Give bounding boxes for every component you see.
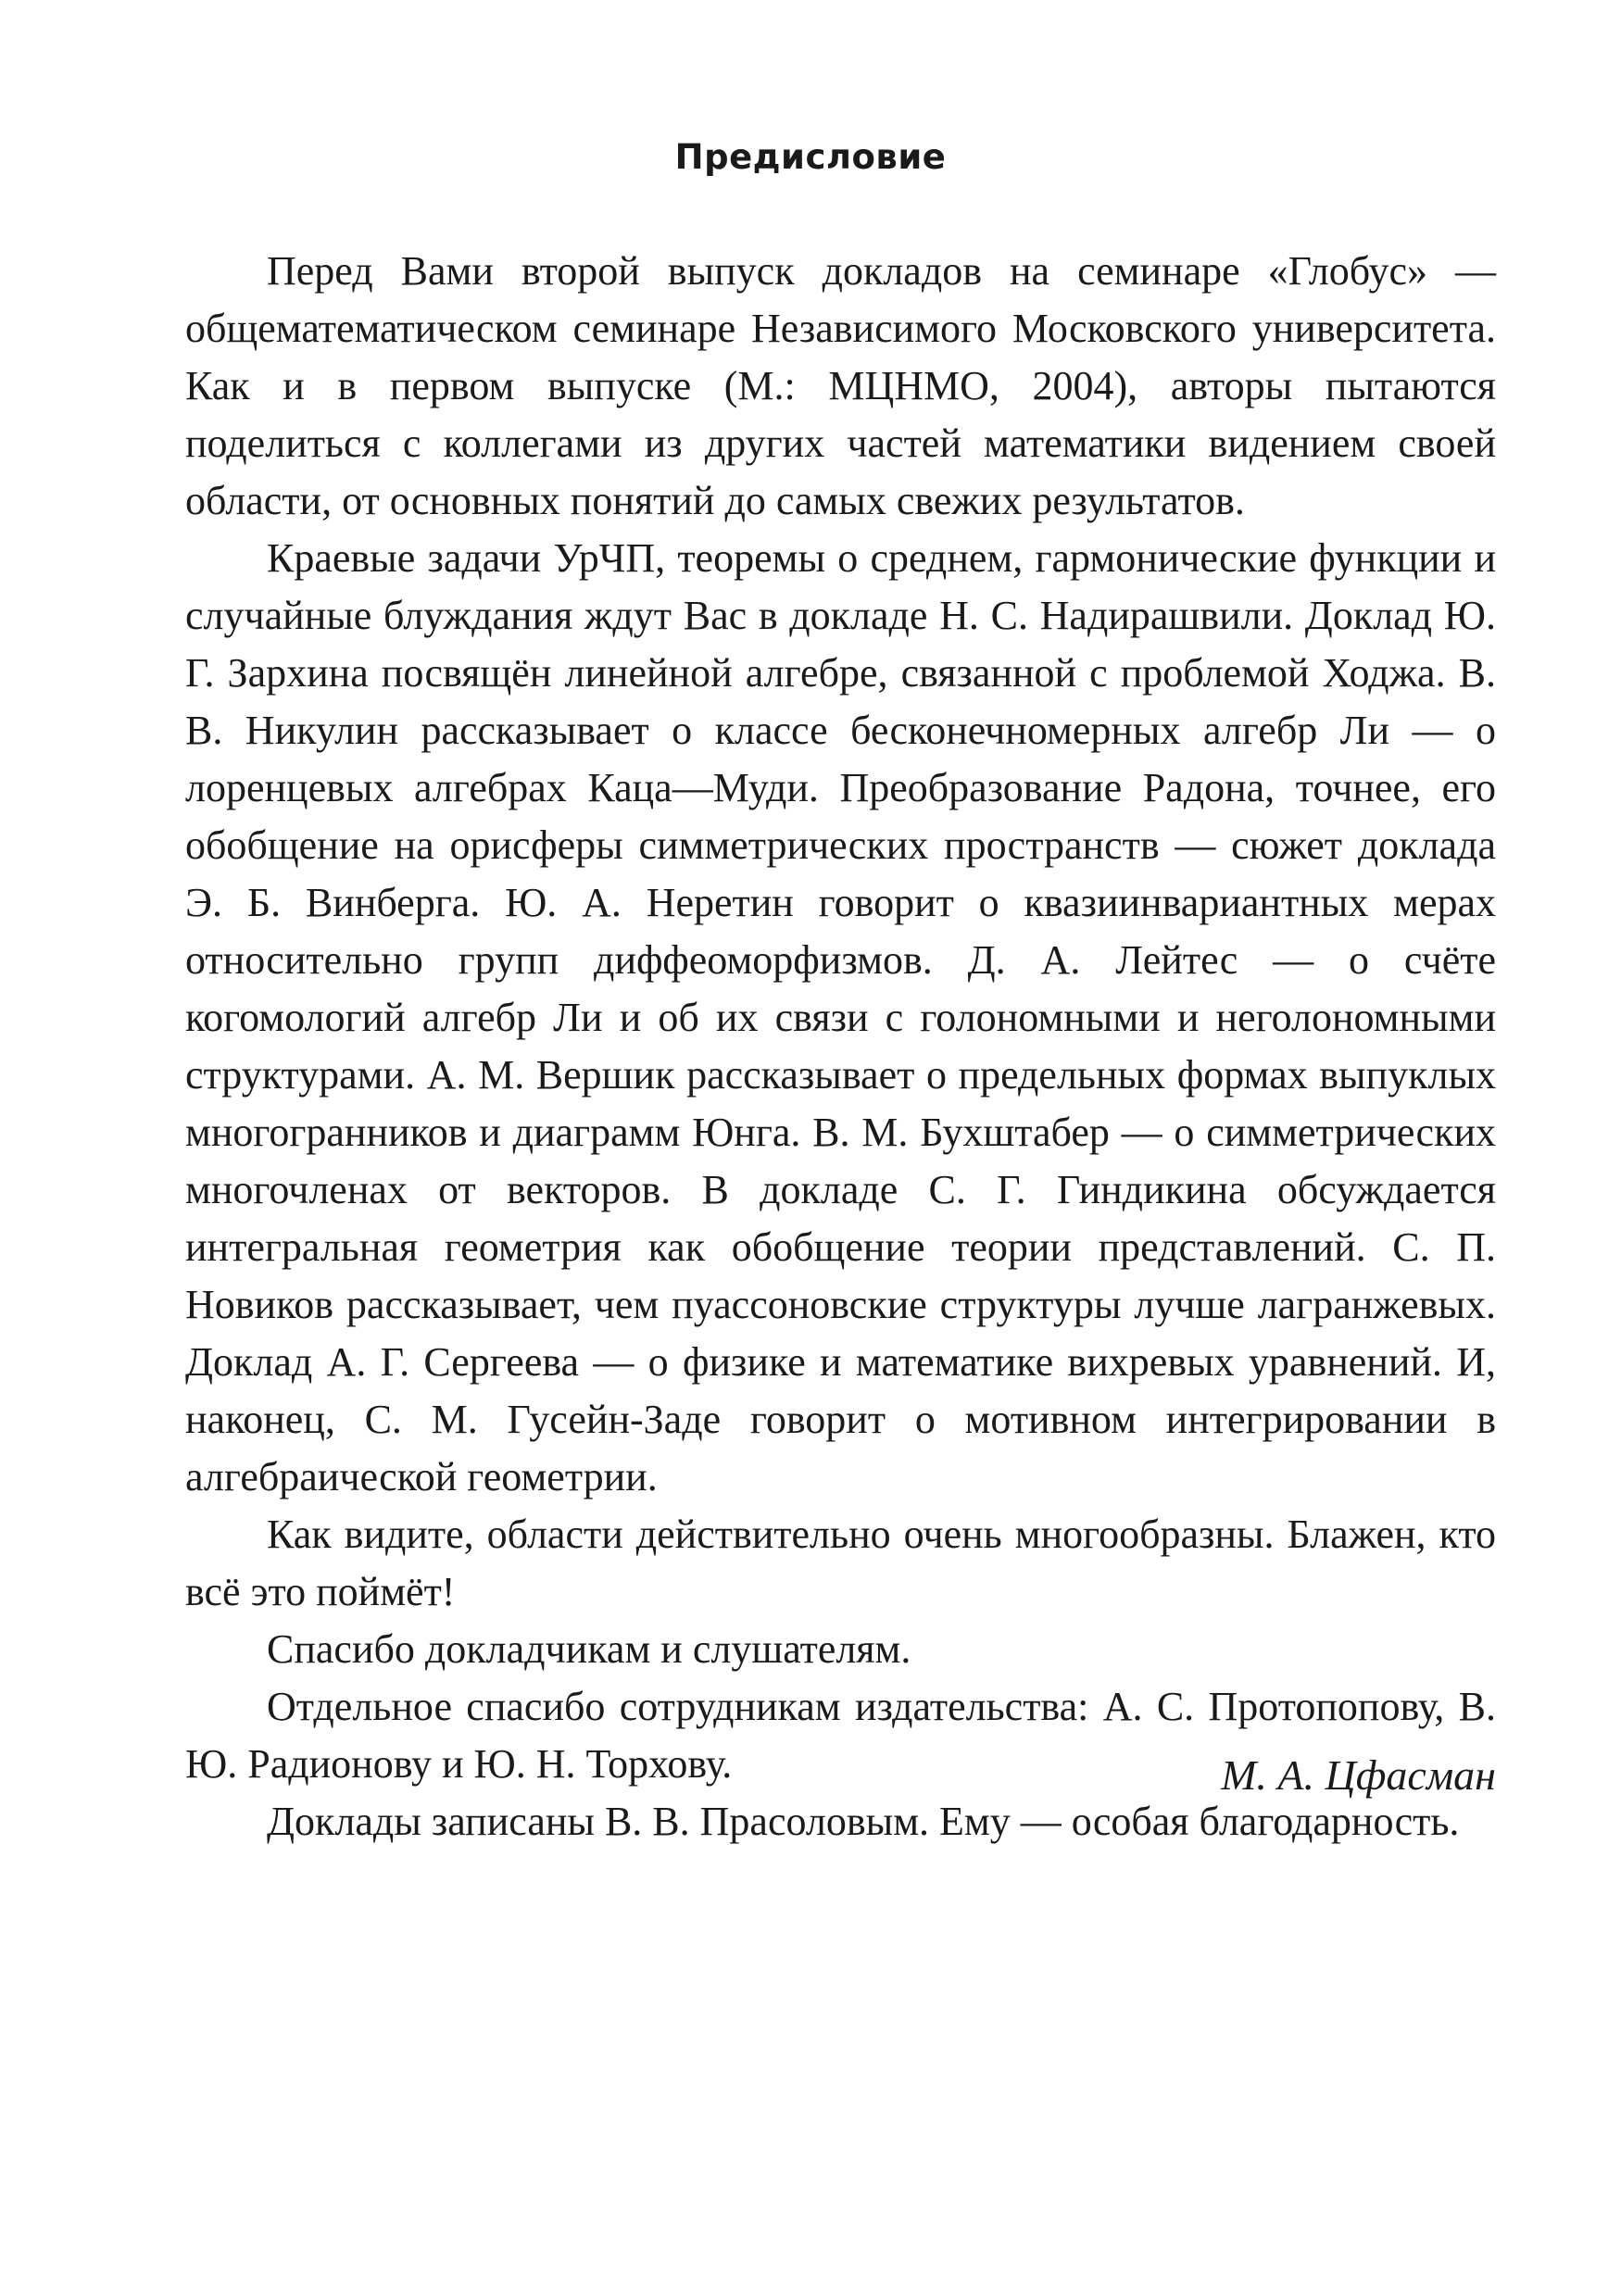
paragraph-intro: Перед Вами второй выпуск докладов на семинаре «Глобус» — общематематическом семинаре Независимого Московского университета. Как и в первом выпуске (М.: МЦНМО, 2004), авторы пытаются поделиться с коллегами из других частей математики видением своей области, от основных понятий до самых свежих результатов. xyxy=(185,248,1496,523)
paragraph-thanks-publishers: Отдельное спасибо сотрудникам издательства: А. С. Протопопову, В. Ю. Радионову и Ю. Н. Торхову. xyxy=(185,1684,1496,1787)
page-title: Предисловие xyxy=(674,137,947,177)
paragraph-thanks-speakers: Спасибо докладчикам и слушателям. xyxy=(267,1626,911,1672)
preface-body xyxy=(185,243,1496,1851)
author-signature: М. А. Цфасман xyxy=(1221,1751,1496,1799)
paragraph-diversity: Как видите, области действительно очень многообразны. Блажен, кто всё это поймёт! xyxy=(185,1512,1496,1614)
paragraph-thanks-recorder: Доклады записаны В. В. Прасоловым. Ему — особая благодарность. xyxy=(267,1799,1460,1844)
paragraph-talks-overview: Краевые задачи УрЧП, теоремы о среднем, гармонические функции и случайные блуждания ждут Вас в докладе Н. С. Надирашвили. Доклад Ю. Г. Зархина посвящён линейной алгебре, связанной с проблемой Ходжа. В. В. Никулин рассказывает о классе бесконечномерных алгебр Ли — о лоренцевых алгебрах Каца—Муди. Преобразование Радона, точнее, его обобщение на орисферы симметрических пространств — сюжет доклада Э. Б. Винберга. Ю. А. Неретин говорит о квазиинвариантных мерах относительно групп диффеоморфизмов. Д. А. Лейтес — о счёте когомологий алгебр Ли и об их связи с голономными и неголономными структурами. А. М. Вершик рассказывает о предельных формах выпуклых многогранников и диаграмм Юнга. В. М. Бухштабер — о симметрических многочленах от векторов. В докладе С. Г. Гиндикина обсуждается интегральная геометрия как обобщение теории представлений. С. П. Новиков рассказывает, чем пуассоновские структуры лучше лагранжевых. Доклад А. Г. Сергеева — о физике и математике вихревых уравнений. И, наконец, С. М. Гусейн-Заде говорит о мотивном интегрировании в алгебраической геометрии. xyxy=(185,535,1496,1499)
